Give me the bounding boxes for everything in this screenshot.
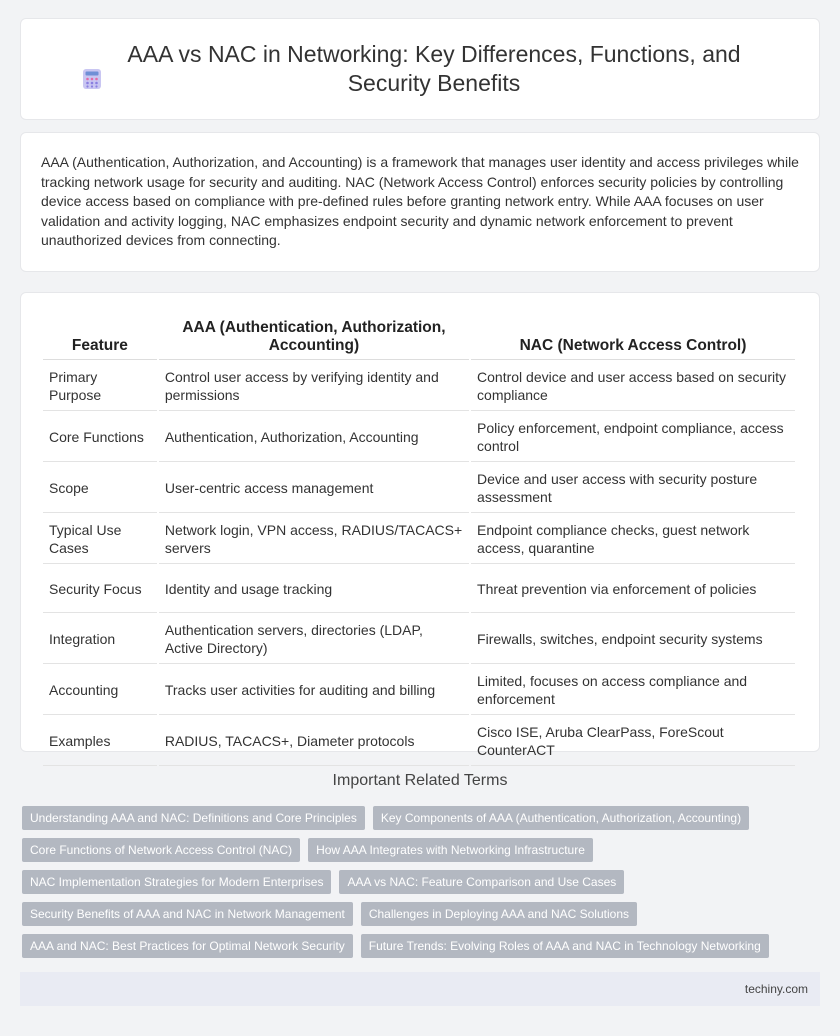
aaa-cell: Authentication, Authorization, Accounting [159, 413, 469, 462]
footer-site-name: techiny.com [744, 982, 808, 996]
header-feature: Feature [43, 315, 157, 360]
feature-cell: Primary Purpose [43, 362, 157, 411]
comparison-table [41, 313, 797, 768]
header-aaa: AAA (Authentication, Authorization, Accounting) [159, 315, 469, 360]
related-terms-title: Important Related Terms [332, 772, 508, 789]
feature-cell: Examples [43, 717, 157, 766]
nac-cell: Threat prevention via enforcement of policies [471, 566, 795, 613]
aaa-cell: User-centric access management [159, 464, 469, 513]
table-row [43, 717, 795, 766]
table-row [43, 515, 795, 564]
footer [20, 972, 820, 1006]
table-row [43, 362, 795, 411]
nac-cell: Limited, focuses on access compliance and enforcement [471, 666, 795, 715]
nac-cell: Policy enforcement, endpoint compliance, access control [471, 413, 795, 462]
table-row [43, 615, 795, 664]
intro-card [20, 132, 820, 272]
feature-cell: Security Focus [43, 566, 157, 613]
aaa-cell: Identity and usage tracking [159, 566, 469, 613]
table-header-row [43, 315, 795, 360]
related-term-link[interactable]: Challenges in Deploying AAA and NAC Solutions [361, 902, 637, 926]
table-row [43, 413, 795, 462]
related-term-link[interactable]: Security Benefits of AAA and NAC in Network Management [22, 902, 353, 926]
nac-cell: Cisco ISE, Aruba ClearPass, ForeScout CounterACT [471, 717, 795, 766]
calculator-icon [80, 67, 104, 91]
title-card [20, 18, 820, 120]
nac-cell: Firewalls, switches, endpoint security systems [471, 615, 795, 664]
table-row [43, 566, 795, 613]
related-term-link[interactable]: Key Components of AAA (Authentication, Authorization, Accounting) [373, 806, 749, 830]
page-title: AAA vs NAC in Networking: Key Differences, Functions, and Security Benefits [127, 41, 741, 96]
related-term-link[interactable]: AAA and NAC: Best Practices for Optimal Network Security [22, 934, 353, 958]
nac-cell: Control device and user access based on security compliance [471, 362, 795, 411]
feature-cell: Accounting [43, 666, 157, 715]
header-nac: NAC (Network Access Control) [471, 315, 795, 360]
nac-cell: Device and user access with security posture assessment [471, 464, 795, 513]
related-term-link[interactable]: Core Functions of Network Access Control (NAC) [22, 838, 300, 862]
aaa-cell: RADIUS, TACACS+, Diameter protocols [159, 717, 469, 766]
comparison-table-card [20, 292, 820, 758]
feature-cell: Core Functions [43, 413, 157, 462]
related-term-link[interactable]: How AAA Integrates with Networking Infrastructure [308, 838, 593, 862]
nac-cell: Endpoint compliance checks, guest network access, quarantine [471, 515, 795, 564]
related-term-link[interactable]: NAC Implementation Strategies for Modern Enterprises [22, 870, 331, 894]
aaa-cell: Tracks user activities for auditing and billing [159, 666, 469, 715]
table-row [43, 666, 795, 715]
feature-cell: Scope [43, 464, 157, 513]
aaa-cell: Control user access by verifying identity and permissions [159, 362, 469, 411]
related-terms-list [22, 806, 802, 966]
related-term-link[interactable]: AAA vs NAC: Feature Comparison and Use Cases [339, 870, 624, 894]
aaa-cell: Network login, VPN access, RADIUS/TACACS+ servers [159, 515, 469, 564]
related-term-link[interactable]: Understanding AAA and NAC: Definitions and Core Principles [22, 806, 365, 830]
intro-paragraph: AAA (Authentication, Authorization, and Accounting) is a framework that manages user identity and access privileges while tracking network usage for security and auditing. NAC (Network Access Control) enforces security policies by controlling device access based on compliance with pre-defined rules before granting network entry. While AAA focuses on user validation and activity logging, NAC emphasizes endpoint security and dynamic network enforcement to prevent unauthorized devices from connecting. [41, 154, 799, 249]
related-term-link[interactable]: Future Trends: Evolving Roles of AAA and NAC in Technology Networking [361, 934, 769, 958]
table-row [43, 464, 795, 513]
aaa-cell: Authentication servers, directories (LDAP, Active Directory) [159, 615, 469, 664]
feature-cell: Integration [43, 615, 157, 664]
feature-cell: Typical Use Cases [43, 515, 157, 564]
